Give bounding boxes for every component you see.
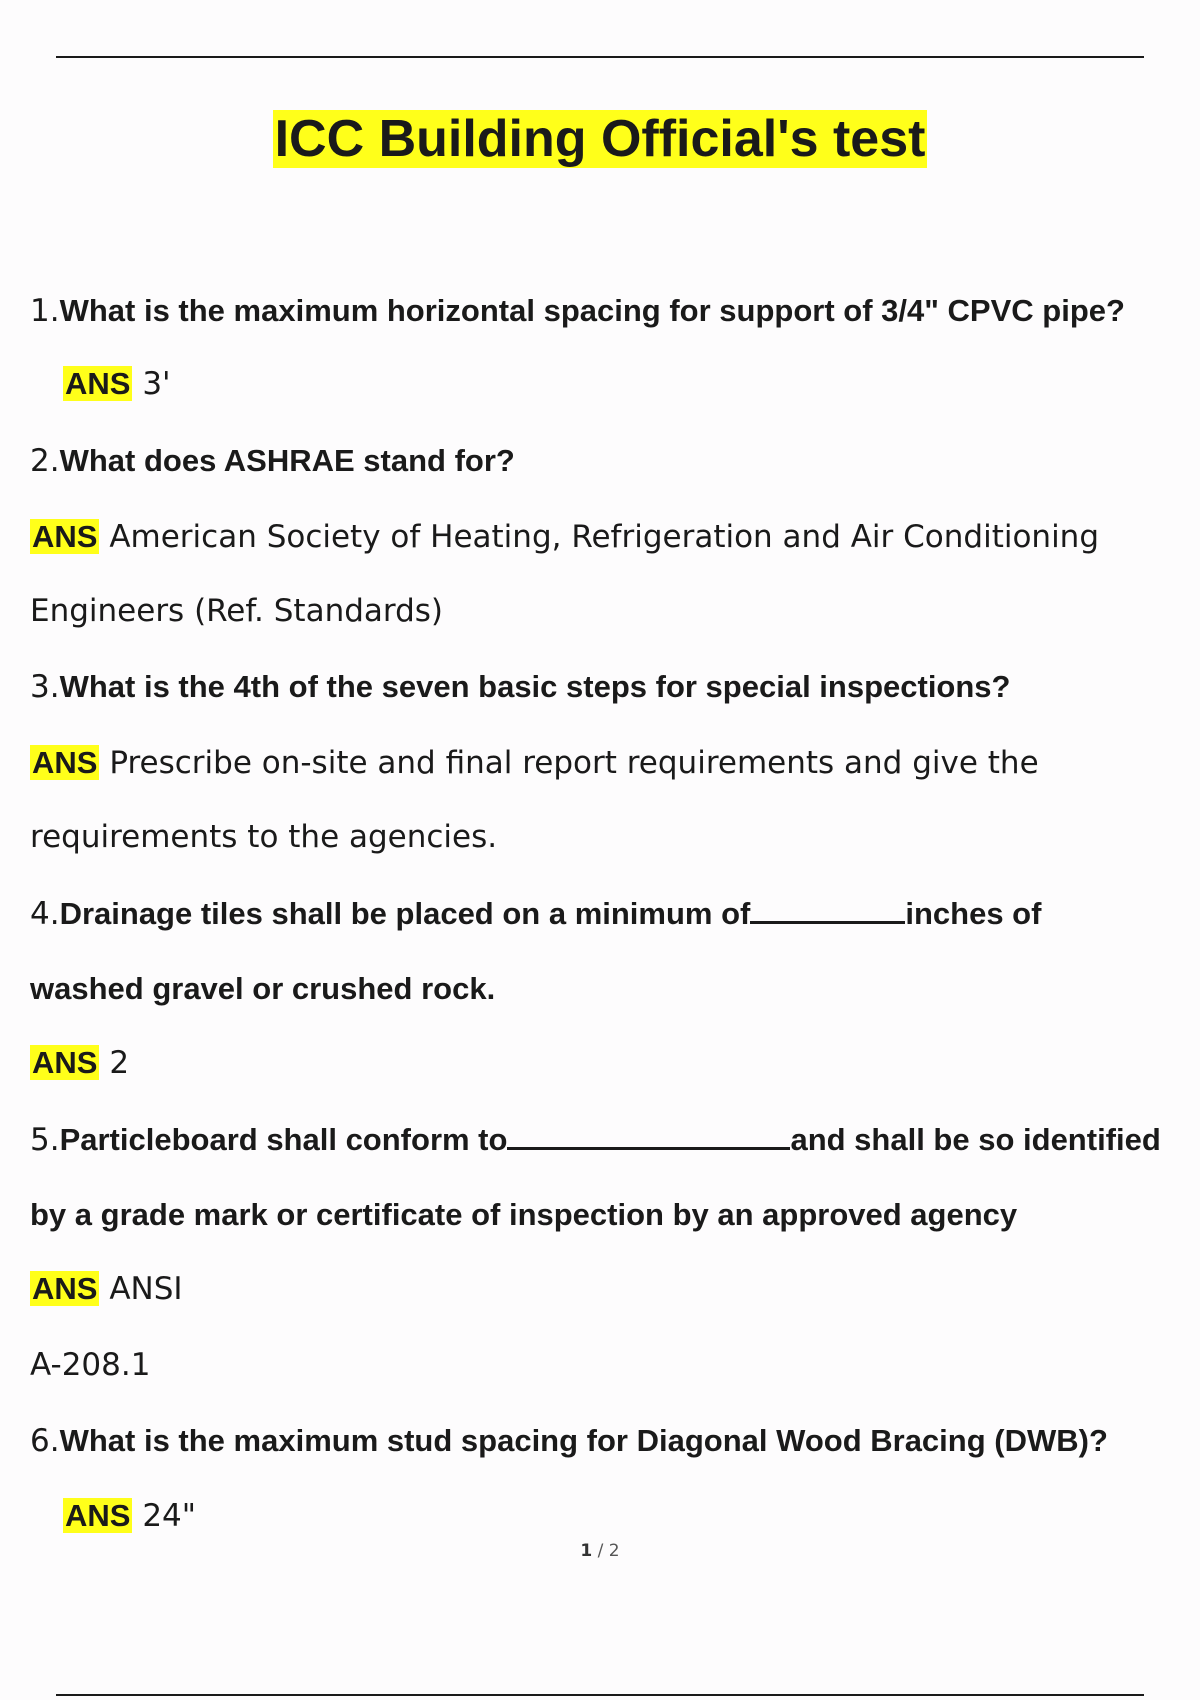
question-text: What is the maximum horizontal spacing for support of 3/4" CPVC pipe? xyxy=(59,293,1125,328)
answer-text: Prescribe on-site and final report requirements and give the xyxy=(109,745,1039,781)
total-pages: 2 xyxy=(608,1541,620,1561)
answer-5-continued xyxy=(30,1345,150,1385)
answer-text: 24" xyxy=(142,1498,197,1534)
question-number: 2. xyxy=(30,443,60,479)
question-text: Drainage tiles shall be placed on a minimum of xyxy=(59,896,751,931)
document-title: ICC Building Official's test xyxy=(274,110,926,168)
answer-2 xyxy=(30,517,1099,557)
question-text: What does ASHRAE stand for? xyxy=(59,443,515,478)
question-number: 6. xyxy=(30,1423,60,1459)
question-3 xyxy=(30,667,1010,707)
question-1 xyxy=(30,291,1125,331)
question-text: by a grade mark or certificate of inspection by an approved agency xyxy=(30,1197,1018,1232)
question-number: 3. xyxy=(30,669,60,705)
question-text: washed gravel or crushed rock. xyxy=(30,971,496,1006)
fill-in-blank xyxy=(507,1121,790,1150)
question-number: 5. xyxy=(30,1122,60,1158)
answer-text: ANSI xyxy=(109,1271,183,1307)
answer-text: American Society of Heating, Refrigeration and Air Conditioning xyxy=(109,519,1100,555)
answer-text: 2 xyxy=(109,1045,130,1081)
ans-label: ANS xyxy=(32,1271,98,1306)
ans-label: ANS xyxy=(65,1498,131,1533)
question-text: Particleboard shall conform to xyxy=(59,1122,508,1157)
answer-text: Engineers (Ref. Standards) xyxy=(30,593,444,629)
question-text: inches of xyxy=(905,896,1042,931)
answer-text: 3' xyxy=(142,366,171,402)
ans-label: ANS xyxy=(32,745,98,780)
fill-in-blank xyxy=(750,895,905,924)
ans-label: ANS xyxy=(32,1045,98,1080)
page-indicator xyxy=(0,1541,1200,1561)
question-5 xyxy=(30,1120,1161,1160)
ans-label: ANS xyxy=(32,519,98,554)
current-page-number: 1 xyxy=(580,1541,593,1561)
answer-5 xyxy=(30,1269,183,1309)
question-text: and shall be so identified xyxy=(790,1122,1161,1157)
answer-3-continued xyxy=(30,817,497,857)
question-2 xyxy=(30,441,515,481)
question-4-continued xyxy=(30,969,495,1009)
question-number: 4. xyxy=(30,896,60,932)
answer-text: A-208.1 xyxy=(30,1347,151,1383)
question-4 xyxy=(30,894,1041,934)
top-rule xyxy=(56,56,1144,58)
answer-text: requirements to the agencies. xyxy=(30,819,498,855)
page-separator: / xyxy=(597,1541,604,1561)
bottom-rule xyxy=(56,1694,1144,1696)
question-text: What is the 4th of the seven basic steps for special inspections? xyxy=(59,669,1011,704)
answer-3 xyxy=(30,743,1039,783)
question-5-continued xyxy=(30,1195,1017,1235)
ans-label: ANS xyxy=(65,366,131,401)
answer-6 xyxy=(63,1496,196,1536)
question-number: 1. xyxy=(30,293,60,329)
question-text: What is the maximum stud spacing for Diagonal Wood Bracing (DWB)? xyxy=(59,1423,1108,1458)
answer-2-continued xyxy=(30,591,443,631)
answer-1 xyxy=(63,364,171,404)
question-6 xyxy=(30,1421,1108,1461)
answer-4 xyxy=(30,1043,129,1083)
